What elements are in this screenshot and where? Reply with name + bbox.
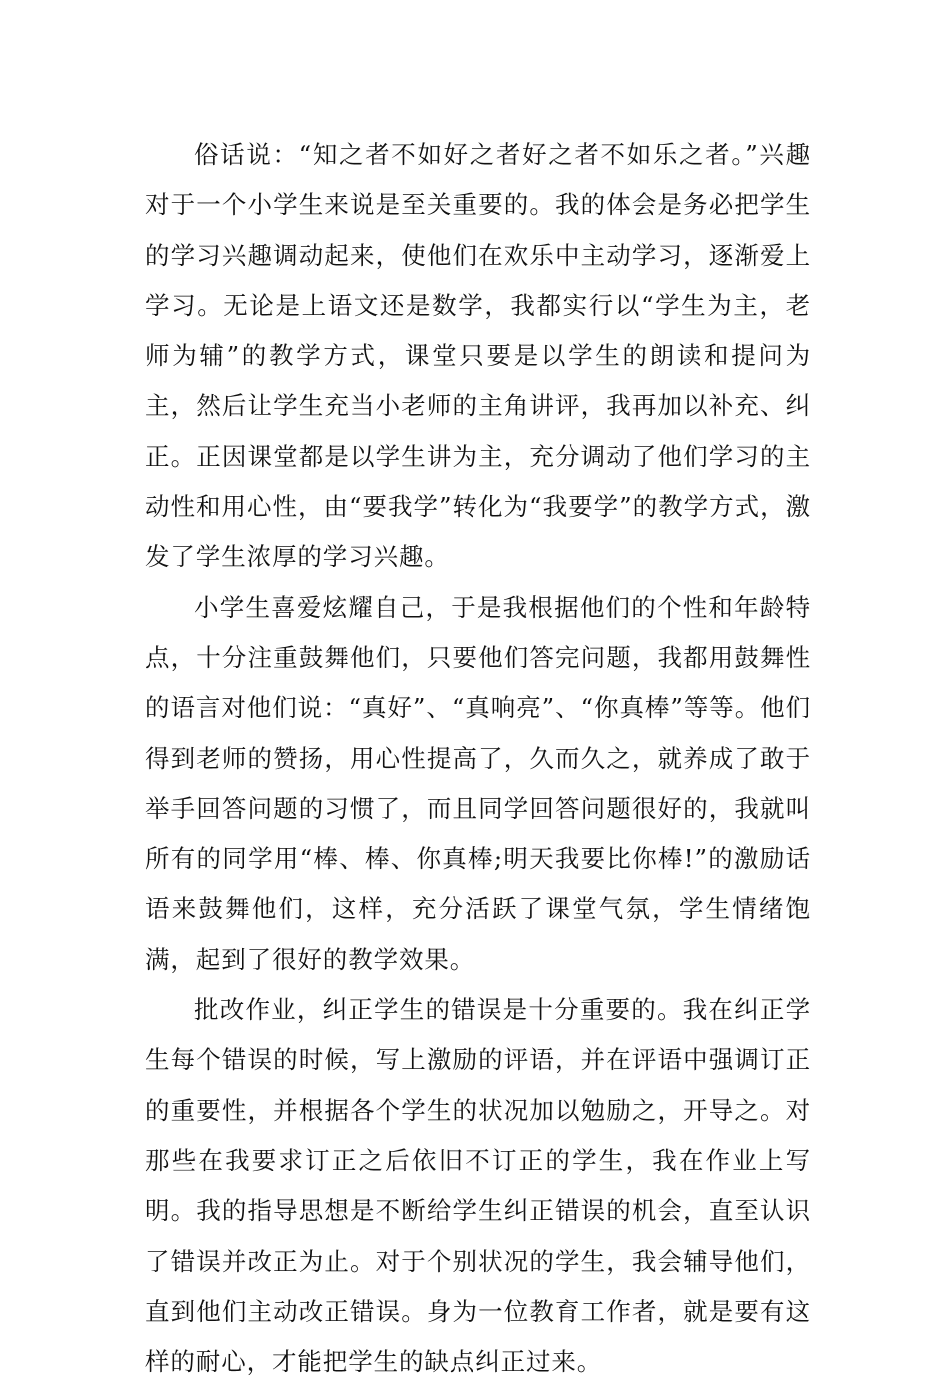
paragraph-homework-correction: 批改作业，纠正学生的错误是十分重要的。我在纠正学生每个错误的时候，写上激励的评语，并在评语中强调订正的重要性，并根据各个学生的状况加以勉励之，开导之。对那些在我要求订正之后依旧不订正的学生，我在作业上写明。我的指导思想是不断给学生纠正错误的机会，直至认识了错误并改正为止。对于个别状况的学生，我会辅导他们，直到他们主动改正错误。身为一位教育工作者，就是要有这样的耐心，才能把学生的缺点纠正过来。 xyxy=(145,995,811,1377)
paragraph-encouragement: 小学生喜爱炫耀自己，于是我根据他们的个性和年龄特点，十分注重鼓舞他们，只要他们答完问题，我都用鼓舞性的语言对他们说：“真好”、“真响亮”、“你真棒”等等。他们得到老师的赞扬，用心性提高了，久而久之，就养成了敢于举手回答问题的习惯了，而且同学回答问题很好的，我就叫所有的同学用“棒、棒、你真棒;明天我要比你棒!”的激励话语来鼓舞他们，这样，充分活跃了课堂气氛，学生情绪饱满，起到了很好的教学效果。 xyxy=(145,592,811,974)
paragraph-interest: 俗话说：“知之者不如好之者好之者不如乐之者。”兴趣对于一个小学生来说是至关重要的。我的体会是务必把学生的学习兴趣调动起来，使他们在欢乐中主动学习，逐渐爱上学习。无论是上语文还是数学，我都实行以“学生为主，老师为辅”的教学方式，课堂只要是以学生的朗读和提问为主，然后让学生充当小老师的主角讲评，我再加以补充、纠正。正因课堂都是以学生讲为主，充分调动了他们学习的主动性和用心性，由“要我学”转化为“我要学”的教学方式，激发了学生浓厚的学习兴趣。 xyxy=(145,140,811,572)
document-body xyxy=(145,130,811,1387)
